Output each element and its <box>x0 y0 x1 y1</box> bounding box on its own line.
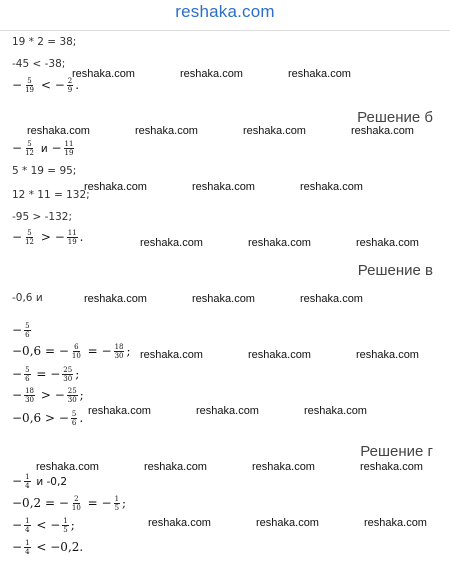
fraction: $\frac{5}{6}$ <box>71 410 77 427</box>
part-c-inequality-1: − $\frac{18}{30}$ > − $\frac{25}{30}$ ; <box>12 387 84 404</box>
watermark: reshaka.com <box>196 405 259 417</box>
solution-b-heading: Решение б <box>357 109 433 126</box>
fraction: $\frac{18}{30}$ <box>114 343 124 360</box>
watermark: reshaka.com <box>300 293 363 305</box>
solution-c-heading: Решение в <box>357 262 433 279</box>
watermark: reshaka.com <box>140 237 203 249</box>
part-b-line-2: 12 * 11 = 132; <box>12 189 90 201</box>
part-c-compare: -0,6 и <box>12 292 43 304</box>
fraction: $\frac{25}{30}$ <box>67 387 77 404</box>
header-divider <box>0 30 450 31</box>
watermark: reshaka.com <box>192 293 255 305</box>
part-d-equation-1: −0,2 = − $\frac{2}{10}$ = − $\frac{1}{5}$ ; <box>12 495 127 512</box>
watermark: reshaka.com <box>356 237 419 249</box>
part-c-inequality-2: −0,6 > − $\frac{5}{6}$ . <box>12 410 84 427</box>
part-a-line-2: -45 < -38; <box>12 58 66 70</box>
part-d-inequality-2: − $\frac{1}{4}$ < −0,2. <box>12 539 84 556</box>
fraction: $\frac{6}{10}$ <box>71 343 81 360</box>
watermark: reshaka.com <box>84 181 147 193</box>
fraction: $\frac{1}{4}$ <box>25 473 30 490</box>
part-b-compare: − $\frac{5}{12}$ и − $\frac{11}{19}$ <box>12 140 74 157</box>
watermark: reshaka.com <box>36 461 99 473</box>
watermark: reshaka.com <box>27 125 90 137</box>
part-c-fraction: − $\frac{5}{6}$ <box>12 322 30 339</box>
watermark: reshaka.com <box>256 517 319 529</box>
fraction: $\frac{11}{19}$ <box>67 229 77 246</box>
part-a-line-1: 19 * 2 = 38; <box>12 36 77 48</box>
watermark: reshaka.com <box>356 349 419 361</box>
part-c-equation-1: −0,6 = − $\frac{6}{10}$ = − $\frac{18}{30}$ ; <box>12 343 131 360</box>
watermark: reshaka.com <box>288 68 351 80</box>
part-b-inequality: − $\frac{5}{12}$ > − $\frac{11}{19}$ . <box>12 229 84 246</box>
watermark: reshaka.com <box>364 517 427 529</box>
part-b-line-3: -95 > -132; <box>12 211 72 223</box>
solution-d-heading: Решение г <box>360 443 433 460</box>
part-a-inequality: − $\frac{5}{19}$ < − $\frac{2}{9}$ . <box>12 77 80 94</box>
part-d-inequality-1: − $\frac{1}{4}$ < − $\frac{1}{5}$ ; <box>12 517 75 534</box>
watermark: reshaka.com <box>144 461 207 473</box>
site-brand[interactable]: reshaka.com <box>175 2 275 21</box>
watermark: reshaka.com <box>140 349 203 361</box>
watermark: reshaka.com <box>192 181 255 193</box>
part-d-compare: − $\frac{1}{4}$ и -0,2 <box>12 473 68 490</box>
fraction: $\frac{2}{10}$ <box>71 495 81 512</box>
watermark: reshaka.com <box>304 405 367 417</box>
fraction: $\frac{1}{4}$ <box>25 539 30 556</box>
watermark: reshaka.com <box>84 293 147 305</box>
watermark: reshaka.com <box>72 68 135 80</box>
fraction: $\frac{5}{6}$ <box>25 322 30 339</box>
fraction: $\frac{1}{4}$ <box>25 517 30 534</box>
fraction: $\frac{1}{5}$ <box>114 495 120 512</box>
watermark: reshaka.com <box>135 125 198 137</box>
fraction: $\frac{5}{12}$ <box>25 140 34 157</box>
fraction: $\frac{5}{12}$ <box>25 229 34 246</box>
watermark: reshaka.com <box>88 405 151 417</box>
watermark: reshaka.com <box>243 125 306 137</box>
watermark: reshaka.com <box>252 461 315 473</box>
watermark: reshaka.com <box>180 68 243 80</box>
fraction: $\frac{25}{30}$ <box>63 366 73 383</box>
watermark: reshaka.com <box>248 349 311 361</box>
fraction: $\frac{2}{9}$ <box>67 77 73 94</box>
watermark: reshaka.com <box>148 517 211 529</box>
fraction: $\frac{1}{5}$ <box>63 517 68 534</box>
part-c-equation-2: − $\frac{5}{6}$ = − $\frac{25}{30}$ ; <box>12 366 80 383</box>
fraction: $\frac{18}{30}$ <box>25 387 34 404</box>
watermark: reshaka.com <box>300 181 363 193</box>
watermark: reshaka.com <box>351 125 414 137</box>
fraction: $\frac{11}{19}$ <box>64 140 74 157</box>
fraction: $\frac{5}{19}$ <box>25 77 34 94</box>
watermark: reshaka.com <box>360 461 423 473</box>
part-b-line-1: 5 * 19 = 95; <box>12 165 77 177</box>
fraction: $\frac{5}{6}$ <box>25 366 30 383</box>
watermark: reshaka.com <box>248 237 311 249</box>
